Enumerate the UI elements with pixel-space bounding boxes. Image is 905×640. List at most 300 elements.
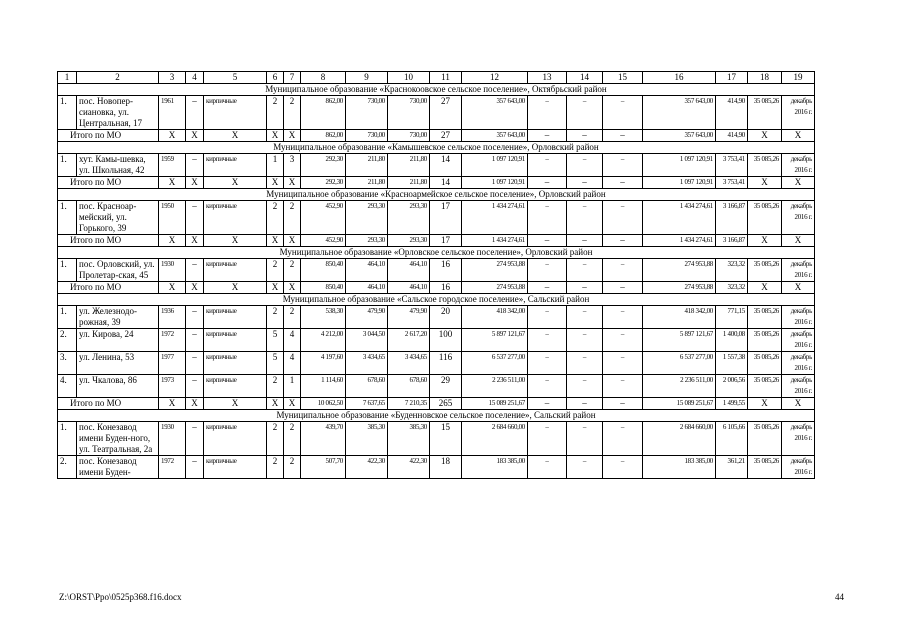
housing-table [57,71,815,479]
cell: – [603,306,643,329]
cell: 292,30 [301,177,346,189]
cell: 3 044,50 [346,329,388,352]
cell: 5 897 121,67 [643,329,716,352]
cell: X [204,177,267,189]
column-header: 3 [159,72,186,84]
cell: X [284,177,301,189]
cell: – [528,201,567,235]
cell: 35 085,26 [748,329,782,352]
cell: 7 210,35 [388,398,430,410]
cell: 10 062,50 [301,398,346,410]
header-row [58,72,815,84]
cell: – [603,130,643,142]
cell: 35 085,26 [748,352,782,375]
cell: – [528,235,567,247]
cell: 2 006,56 [716,375,748,398]
cell: 1 097 120,91 [462,177,528,189]
cell: 35 085,26 [748,259,782,282]
cell: 678,60 [346,375,388,398]
cell: 1 [267,154,284,177]
cell: 17 [430,201,462,235]
cell: – [603,96,643,130]
cell: – [567,177,603,189]
municipality-title-row [58,294,815,306]
table-row [58,96,815,130]
cell: – [186,375,204,398]
cell: X [748,235,782,247]
cell: 678,60 [388,375,430,398]
cell: – [528,306,567,329]
cell: – [567,329,603,352]
cell: 183 385,00 [643,456,716,479]
cell: 2 617,20 [388,329,430,352]
table-row [58,154,815,177]
municipality-title: Муниципальное образование «Орловское сельское поселение», Орловский район [58,247,815,259]
cell: 4 [284,352,301,375]
cell: 3 753,41 [716,154,748,177]
cell: 20 [430,306,462,329]
column-header: 1 [58,72,77,84]
address-cell: пос. Красноар-мейский, ул. Горького, 39 [77,201,159,235]
cell: 452,90 [301,235,346,247]
cell: 464,10 [388,282,430,294]
table-row [58,306,815,329]
cell: 274 953,88 [462,259,528,282]
cell: 464,10 [388,259,430,282]
cell: – [567,352,603,375]
row-number: 1. [58,259,77,282]
cell: – [567,96,603,130]
cell: 35 085,26 [748,201,782,235]
cell: 293,30 [388,201,430,235]
cell: – [528,130,567,142]
cell: 4 197,60 [301,352,346,375]
year-cell: 1977 [159,352,186,375]
cell: – [528,375,567,398]
cell: 479,90 [388,306,430,329]
cell: 27 [430,130,462,142]
table-row [58,201,815,235]
cell: 15 089 251,67 [462,398,528,410]
cell: X [204,282,267,294]
cell: 2 [284,422,301,456]
municipality-title-row [58,142,815,154]
total-row [58,177,815,189]
cell: X [782,177,815,189]
cell: X [204,130,267,142]
cell: – [603,456,643,479]
cell: X [748,398,782,410]
cell: – [186,259,204,282]
cell: X [159,177,186,189]
municipality-title-row [58,247,815,259]
cell: 2 684 660,00 [462,422,528,456]
row-number: 1. [58,422,77,456]
cell: X [186,398,204,410]
cell: 211,80 [388,154,430,177]
cell: – [186,329,204,352]
cell: 2 [267,306,284,329]
cell: 730,00 [346,130,388,142]
cell: 3 753,41 [716,177,748,189]
cell: 538,30 [301,306,346,329]
municipality-title: Муниципальное образование «Буденновское сельское поселение», Сальский район [58,410,815,422]
cell: X [782,235,815,247]
cell: X [284,130,301,142]
material-cell: кирпичные [204,306,267,329]
cell: X [267,177,284,189]
cell: 5 897 121,67 [462,329,528,352]
cell: X [284,282,301,294]
cell: декабрь 2016 г. [782,375,815,398]
cell: – [186,352,204,375]
cell: – [567,398,603,410]
municipality-title: Муниципальное образование «Краснокоовское сельское поселение», Октябрьский район [58,84,815,96]
cell: 2 236 511,00 [462,375,528,398]
municipality-title-row [58,189,815,201]
cell: 293,30 [388,235,430,247]
cell: 439,70 [301,422,346,456]
column-header: 15 [603,72,643,84]
cell: 3 166,87 [716,235,748,247]
year-cell: 1972 [159,456,186,479]
total-row [58,398,815,410]
cell: – [186,201,204,235]
cell: – [603,398,643,410]
row-number: 3. [58,352,77,375]
cell: – [567,282,603,294]
address-cell: ул. Ленина, 53 [77,352,159,375]
total-row [58,130,815,142]
cell: X [267,398,284,410]
cell: 771,15 [716,306,748,329]
year-cell: 1936 [159,306,186,329]
column-header: 18 [748,72,782,84]
column-header: 19 [782,72,815,84]
cell: X [748,130,782,142]
cell: – [528,456,567,479]
material-cell: кирпичные [204,456,267,479]
cell: 35 085,26 [748,456,782,479]
footer-file-path: Z:\ORST\Ppo\0525p368.f16.docx [59,592,182,602]
cell: 730,00 [388,130,430,142]
cell: 15 [430,422,462,456]
cell: 292,30 [301,154,346,177]
address-cell: ул. Кирова, 24 [77,329,159,352]
cell: 265 [430,398,462,410]
table-row [58,259,815,282]
address-cell: ул. Железнодо-рожная, 39 [77,306,159,329]
total-label: Итого по МО [58,130,159,142]
total-row [58,282,815,294]
column-header: 6 [267,72,284,84]
cell: 4 212,00 [301,329,346,352]
year-cell: 1950 [159,201,186,235]
cell: 730,00 [346,96,388,130]
cell: декабрь 2016 г. [782,201,815,235]
cell: 730,00 [388,96,430,130]
cell: декабрь 2016 г. [782,259,815,282]
cell: 422,30 [388,456,430,479]
cell: 1 434 274,61 [462,235,528,247]
cell: 414,90 [716,96,748,130]
column-header: 16 [643,72,716,84]
cell: – [567,201,603,235]
cell: 850,40 [301,259,346,282]
cell: X [204,398,267,410]
cell: – [603,177,643,189]
total-label: Итого по МО [58,398,159,410]
cell: 274 953,88 [462,282,528,294]
cell: декабрь 2016 г. [782,352,815,375]
address-cell: пос. Новопер-сиановка, ул. Центральная, 17 [77,96,159,130]
cell: 2 [267,259,284,282]
cell: X [782,282,815,294]
cell: X [267,130,284,142]
cell: 35 085,26 [748,422,782,456]
cell: 2 [267,201,284,235]
cell: 357 643,00 [462,130,528,142]
cell: 418 342,00 [462,306,528,329]
address-cell: хут. Камы-шевка, ул. Школьная, 42 [77,154,159,177]
cell: 29 [430,375,462,398]
material-cell: кирпичные [204,201,267,235]
cell: – [603,259,643,282]
cell: 1 097 120,91 [462,154,528,177]
cell: 1 434 274,61 [643,201,716,235]
cell: X [267,282,284,294]
material-cell: кирпичные [204,375,267,398]
cell: – [528,177,567,189]
cell: 211,80 [388,177,430,189]
cell: – [567,422,603,456]
cell: – [603,352,643,375]
cell: 27 [430,96,462,130]
cell: 323,32 [716,282,748,294]
cell: – [567,235,603,247]
cell: 2 [267,456,284,479]
column-header: 9 [346,72,388,84]
cell: 6 537 277,00 [643,352,716,375]
column-header: 13 [528,72,567,84]
cell: 2 [284,201,301,235]
cell: 5 [267,352,284,375]
cell: – [603,235,643,247]
cell: 414,90 [716,130,748,142]
cell: 2 236 511,00 [643,375,716,398]
cell: 116 [430,352,462,375]
row-number: 2. [58,456,77,479]
column-header: 4 [186,72,204,84]
cell: 479,90 [346,306,388,329]
cell: – [603,375,643,398]
cell: 35 085,26 [748,96,782,130]
cell: 5 [267,329,284,352]
cell: – [567,306,603,329]
cell: 2 [284,96,301,130]
cell: 862,00 [301,130,346,142]
cell: – [603,154,643,177]
cell: – [567,375,603,398]
cell: X [159,398,186,410]
material-cell: кирпичные [204,96,267,130]
cell: 100 [430,329,462,352]
cell: – [567,130,603,142]
column-header: 5 [204,72,267,84]
cell: 1 114,60 [301,375,346,398]
cell: 183 385,00 [462,456,528,479]
column-header: 12 [462,72,528,84]
cell: X [204,235,267,247]
cell: – [528,422,567,456]
cell: X [284,398,301,410]
cell: 6 537 277,00 [462,352,528,375]
cell: X [159,130,186,142]
material-cell: кирпичные [204,154,267,177]
cell: 7 637,65 [346,398,388,410]
cell: 35 085,26 [748,154,782,177]
cell: 293,30 [346,201,388,235]
cell: 862,00 [301,96,346,130]
cell: 274 953,88 [643,282,716,294]
cell: 452,90 [301,201,346,235]
municipality-title-row [58,84,815,96]
cell: декабрь 2016 г. [782,329,815,352]
year-cell: 1930 [159,422,186,456]
cell: – [603,201,643,235]
column-header: 8 [301,72,346,84]
address-cell: пос. Конезавод имени Буден- [77,456,159,479]
cell: 1 557,38 [716,352,748,375]
cell: X [186,282,204,294]
address-cell: пос. Орловский, ул. Пролетар-ская, 45 [77,259,159,282]
cell: X [159,282,186,294]
table-row [58,352,815,375]
cell: 4 [284,329,301,352]
cell: 1 434 274,61 [643,235,716,247]
cell: – [528,154,567,177]
cell: 16 [430,259,462,282]
cell: 293,30 [346,235,388,247]
cell: 385,30 [388,422,430,456]
total-row [58,235,815,247]
year-cell: 1959 [159,154,186,177]
table-row [58,375,815,398]
year-cell: 1961 [159,96,186,130]
cell: X [159,235,186,247]
cell: 14 [430,154,462,177]
cell: – [567,259,603,282]
cell: – [186,154,204,177]
cell: 1 499,55 [716,398,748,410]
material-cell: кирпичные [204,352,267,375]
row-number: 1. [58,154,77,177]
cell: 16 [430,282,462,294]
cell: X [748,177,782,189]
cell: – [528,282,567,294]
cell: 385,30 [346,422,388,456]
cell: 357 643,00 [462,96,528,130]
cell: – [528,259,567,282]
material-cell: кирпичные [204,329,267,352]
column-header: 7 [284,72,301,84]
cell: – [528,329,567,352]
cell: X [284,235,301,247]
cell: – [603,422,643,456]
cell: 418 342,00 [643,306,716,329]
cell: 323,32 [716,259,748,282]
municipality-title: Муниципальное образование «Красноармейское сельское поселение», Орловский район [58,189,815,201]
column-header: 2 [77,72,159,84]
cell: 2 [284,306,301,329]
material-cell: кирпичные [204,422,267,456]
cell: 1 434 274,61 [462,201,528,235]
row-number: 2. [58,329,77,352]
total-label: Итого по МО [58,235,159,247]
cell: 17 [430,235,462,247]
cell: 1 097 120,91 [643,154,716,177]
cell: X [748,282,782,294]
cell: 507,70 [301,456,346,479]
cell: 1 400,08 [716,329,748,352]
cell: 211,80 [346,177,388,189]
cell: 464,10 [346,259,388,282]
cell: – [186,456,204,479]
cell: X [186,130,204,142]
cell: 464,10 [346,282,388,294]
cell: декабрь 2016 г. [782,154,815,177]
address-cell: ул. Чкалова, 86 [77,375,159,398]
year-cell: 1972 [159,329,186,352]
total-label: Итого по МО [58,282,159,294]
row-number: 1. [58,306,77,329]
column-header: 17 [716,72,748,84]
municipality-title-row [58,410,815,422]
table-row [58,422,815,456]
cell: 3 434,65 [346,352,388,375]
cell: 14 [430,177,462,189]
cell: 2 [267,375,284,398]
cell: декабрь 2016 г. [782,422,815,456]
cell: 15 089 251,67 [643,398,716,410]
cell: 850,40 [301,282,346,294]
cell: 361,21 [716,456,748,479]
cell: 3 166,87 [716,201,748,235]
cell: – [603,282,643,294]
footer-page-number: 44 [835,592,844,602]
cell: – [603,329,643,352]
address-cell: пос. Конезавод имени Буден-ного, ул. Театральная, 2а [77,422,159,456]
cell: – [186,96,204,130]
cell: 274 953,88 [643,259,716,282]
cell: 211,80 [346,154,388,177]
cell: 3 [284,154,301,177]
cell: 6 105,66 [716,422,748,456]
cell: 18 [430,456,462,479]
row-number: 4. [58,375,77,398]
cell: 3 434,65 [388,352,430,375]
cell: 357 643,00 [643,96,716,130]
cell: – [186,306,204,329]
cell: – [186,422,204,456]
cell: 357 643,00 [643,130,716,142]
row-number: 1. [58,96,77,130]
cell: 2 [267,422,284,456]
cell: 2 [284,456,301,479]
year-cell: 1973 [159,375,186,398]
table-row [58,456,815,479]
total-label: Итого по МО [58,177,159,189]
